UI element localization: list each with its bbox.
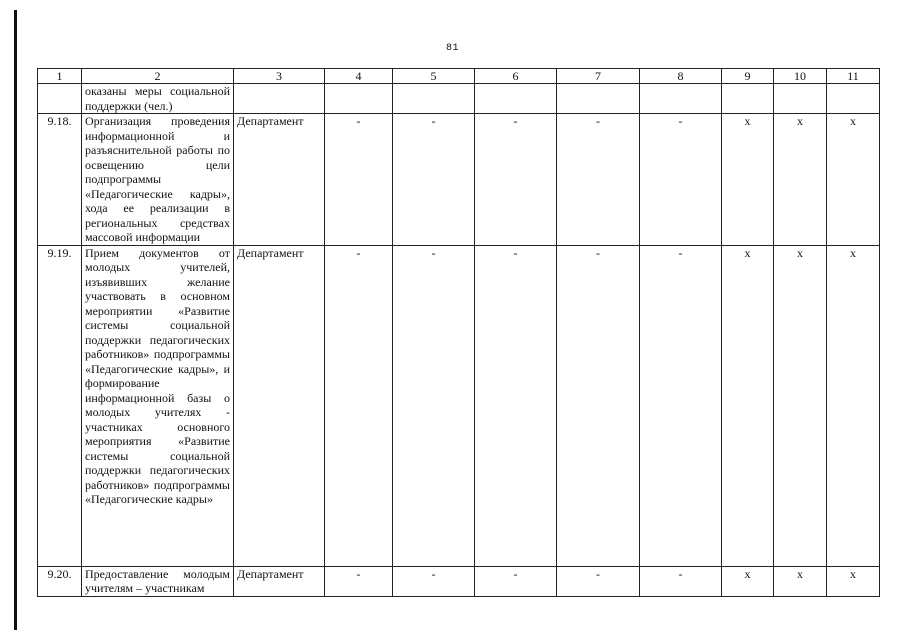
row-responsible: Департамент [234,114,325,246]
row-value: - [640,566,722,596]
row-value [325,84,393,114]
row-value: x [827,566,880,596]
row-number: 9.20. [38,566,82,596]
table-row [38,245,880,566]
row-value: x [774,245,827,566]
column-header: 2 [82,69,234,84]
row-value: - [393,114,475,246]
column-header: 11 [827,69,880,84]
row-value: - [325,566,393,596]
row-value [722,84,774,114]
row-value: - [557,245,640,566]
row-value: x [722,245,774,566]
row-value [774,84,827,114]
column-header: 7 [557,69,640,84]
row-number: 9.18. [38,114,82,246]
plan-table [37,68,880,597]
row-value [557,84,640,114]
row-value: - [475,245,557,566]
row-value: x [774,566,827,596]
column-header: 3 [234,69,325,84]
column-header: 4 [325,69,393,84]
row-value: x [722,114,774,246]
row-value [640,84,722,114]
row-number [38,84,82,114]
column-header: 6 [475,69,557,84]
row-value: - [640,114,722,246]
row-value: - [475,566,557,596]
row-value: - [557,566,640,596]
column-header: 5 [393,69,475,84]
row-value: x [827,245,880,566]
row-responsible: Департамент [234,245,325,566]
column-header: 1 [38,69,82,84]
row-description: Организация проведения информационной и разъяснительной работы по освещению цели подпрограммы «Педагогические кадры», хода ее реализации в региональных средствах массовой информации [82,114,234,246]
row-value: - [325,245,393,566]
row-value [393,84,475,114]
row-description: Прием документов от молодых учителей, изъявивших желание участвовать в основном мероприятии «Развитие системы социальной поддержки педагогических работников» подпрограммы «Педагогические кадры», и формирование информационной базы о молодых учителях - участниках основного мероприятия «Развитие системы социальной поддержки педагогических работников» подпрограммы «Педагогические кадры» [82,245,234,566]
row-value: x [827,114,880,246]
row-responsible [234,84,325,114]
scan-edge-line [14,10,17,630]
row-number: 9.19. [38,245,82,566]
column-header: 9 [722,69,774,84]
table-row [38,84,880,114]
row-value: - [640,245,722,566]
row-description: Предоставление молодым учителям – участникам [82,566,234,596]
page-number: 81 [445,43,459,54]
column-header: 10 [774,69,827,84]
row-value: - [325,114,393,246]
row-value [475,84,557,114]
row-description: оказаны меры социальной поддержки (чел.) [82,84,234,114]
column-header-row [38,69,880,84]
row-value: x [722,566,774,596]
row-value: x [774,114,827,246]
row-value [827,84,880,114]
table-row [38,114,880,246]
table-row [38,566,880,596]
row-value: - [393,245,475,566]
row-value: - [475,114,557,246]
row-value: - [557,114,640,246]
row-responsible: Департамент [234,566,325,596]
row-value: - [393,566,475,596]
column-header: 8 [640,69,722,84]
